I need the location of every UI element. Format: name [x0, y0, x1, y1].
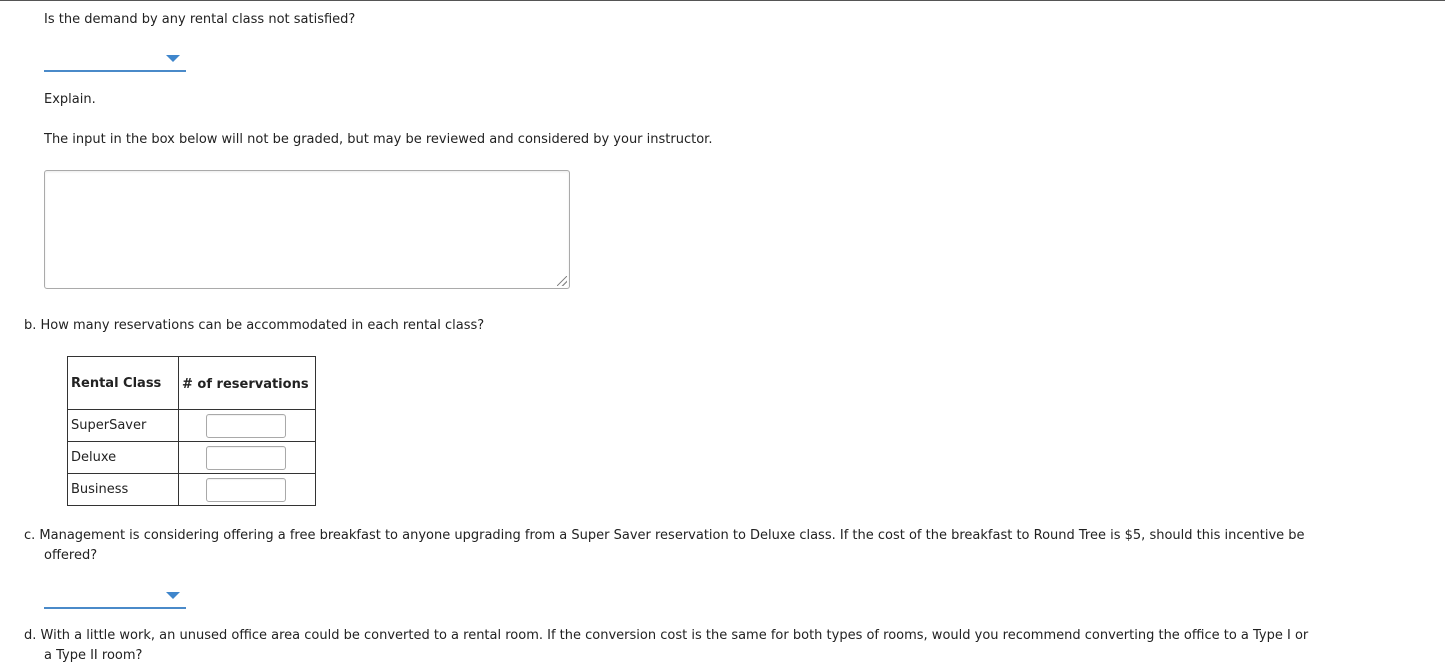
explain-label: Explain.: [44, 92, 96, 107]
row-label-deluxe: Deluxe: [68, 442, 179, 474]
table-row: [68, 442, 316, 474]
question-demand-unsatisfied: Is the demand by any rental class not satisfied?: [44, 12, 356, 27]
table-row: [68, 474, 316, 506]
header-num-reservations: # of reservations: [179, 357, 316, 410]
business-reservations-input[interactable]: [206, 478, 286, 502]
chevron-down-icon: [166, 592, 180, 599]
supersaver-reservations-input[interactable]: [206, 414, 286, 438]
question-c-line2: offered?: [44, 548, 98, 563]
input-cell-business: [179, 474, 316, 506]
row-label-business: Business: [68, 474, 179, 506]
chevron-down-icon: [166, 55, 180, 62]
top-divider: [0, 0, 1445, 1]
grading-note: The input in the box below will not be graded, but may be reviewed and considered by your instructor.: [44, 132, 713, 147]
incentive-answer-dropdown[interactable]: [44, 585, 186, 609]
question-d-line1: d. With a little work, an unused office area could be converted to a rental room. If the conversion cost is the same for both types of rooms, would you recommend converting the office to a Type I or: [24, 628, 1309, 643]
reservations-table: [67, 356, 316, 506]
resize-grip-icon[interactable]: [557, 276, 567, 286]
input-cell-supersaver: [179, 410, 316, 442]
deluxe-reservations-input[interactable]: [206, 446, 286, 470]
explain-textarea[interactable]: [44, 170, 570, 289]
input-cell-deluxe: [179, 442, 316, 474]
demand-answer-dropdown[interactable]: [44, 48, 186, 72]
header-rental-class: Rental Class: [68, 357, 179, 410]
table-row: [68, 410, 316, 442]
question-d-line2: a Type II room?: [44, 648, 143, 663]
table-header-row: [68, 357, 316, 410]
question-c-line1: c. Management is considering offering a free breakfast to anyone upgrading from a Super Saver reservation to Deluxe class. If the cost of the breakfast to Round Tree is $5, should this incentive be: [24, 528, 1305, 543]
question-b: b. How many reservations can be accommodated in each rental class?: [24, 318, 485, 333]
row-label-supersaver: SuperSaver: [68, 410, 179, 442]
